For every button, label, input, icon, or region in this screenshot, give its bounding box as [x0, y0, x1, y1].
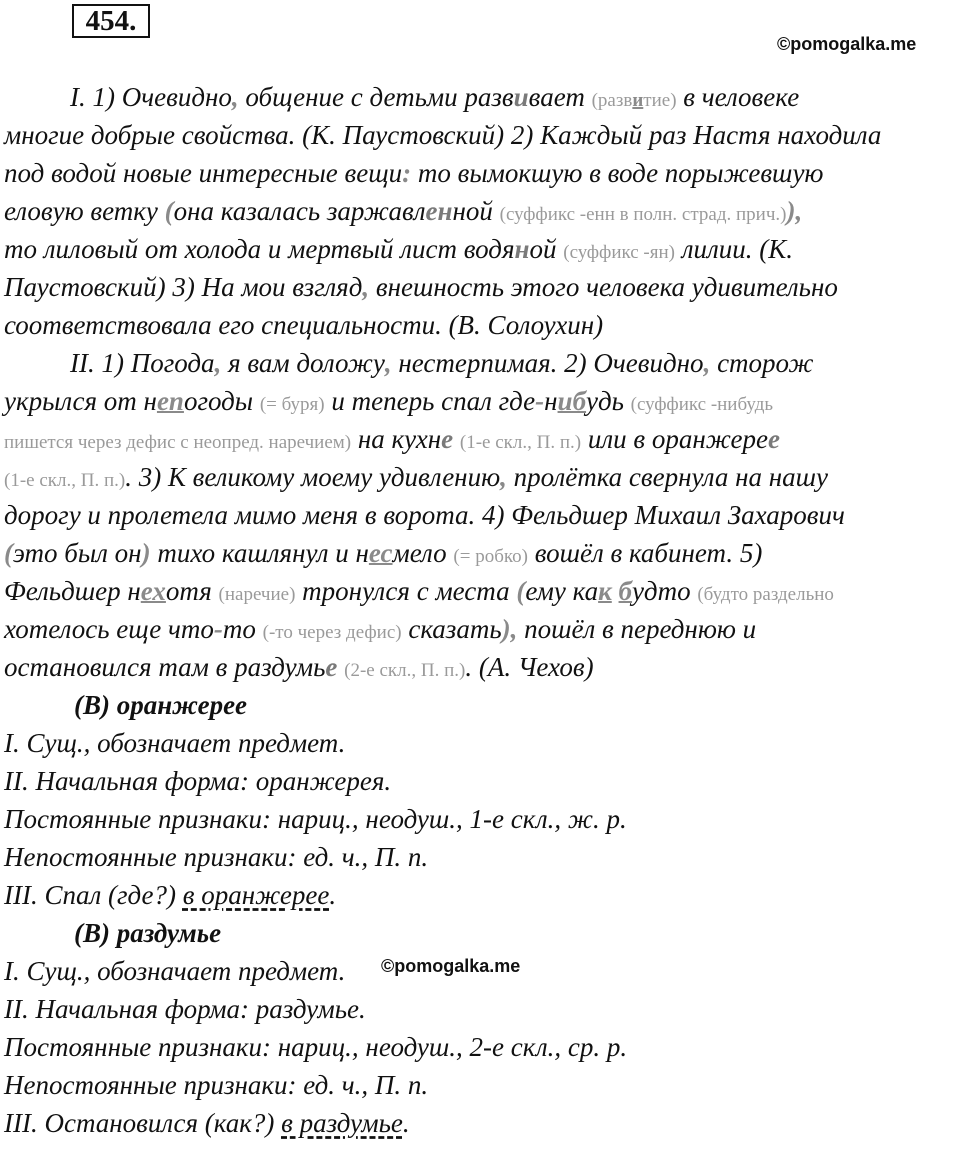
text-line: [74, 687, 247, 724]
text-run: то лиловый от холода и мертвый лист водя: [4, 234, 515, 264]
text-run: Постоянные признаки: нариц., неодуш., 1-е скл., ж. р.: [4, 804, 627, 834]
highlight: е: [767, 424, 780, 454]
highlight: ен: [425, 196, 453, 226]
watermark-middle: ©pomogalka.me: [381, 956, 521, 976]
highlight: (В) раздумье: [74, 918, 222, 948]
text-line: [4, 649, 594, 689]
text-run: сказать: [401, 614, 502, 644]
annotation: (наречие): [218, 584, 296, 605]
text-run: укрылся от н: [4, 386, 157, 416]
text-line: [4, 1029, 627, 1066]
text-line: [4, 953, 345, 990]
text-run: I. Сущ., обозначает предмет.: [4, 728, 346, 758]
text-run: ой: [529, 234, 564, 264]
annotation: (суффикс -ян): [563, 242, 675, 263]
text-run: .: [329, 880, 337, 910]
text-line: [4, 535, 762, 575]
text-run: II. Начальная форма: раздумье.: [4, 994, 366, 1024]
highlight: е: [325, 652, 338, 682]
highlight: -: [535, 386, 545, 416]
text-run: дорогу и пролетела мимо меня в ворота. 4) Фельдшер Михаил Захарович: [4, 500, 845, 530]
highlight: (: [516, 576, 526, 606]
highlight: ,: [214, 348, 222, 378]
text-line: [4, 763, 391, 800]
text-run: тронулся с места: [295, 576, 517, 606]
text-run: удто: [632, 576, 698, 606]
text-run: [612, 576, 619, 606]
text-run: сторож: [710, 348, 814, 378]
annotation: тие): [643, 90, 677, 111]
highlight: ,: [384, 348, 392, 378]
text-line: [4, 231, 793, 271]
text-run: [453, 424, 460, 454]
highlight: ): [141, 538, 151, 568]
highlight: еп: [156, 386, 184, 416]
text-run: ной: [452, 196, 500, 226]
highlight: в раздумье: [281, 1108, 403, 1138]
text-line: [4, 269, 838, 306]
text-run: . (А. Чехов): [465, 652, 594, 682]
highlight: ,: [510, 614, 518, 644]
highlight: ): [501, 614, 511, 644]
text-line: [4, 497, 845, 534]
text-line: [4, 611, 756, 651]
annotation: (2-е скл., П. п.): [344, 660, 466, 681]
annotation: и: [632, 90, 644, 111]
text-line: [4, 1067, 428, 1104]
highlight: иб: [557, 386, 587, 416]
highlight: ес: [368, 538, 393, 568]
text-run: удь: [586, 386, 631, 416]
text-run: н: [544, 386, 558, 416]
text-line: [4, 459, 828, 499]
text-run: I. 1) Очевидно: [70, 82, 232, 112]
text-line: [4, 383, 773, 423]
highlight: ),: [786, 196, 803, 226]
text-run: II. Начальная форма: оранжерея.: [4, 766, 392, 796]
highlight: б: [618, 576, 633, 606]
text-run: то: [222, 614, 263, 644]
text-run: Непостоянные признаки: ед. ч., П. п.: [4, 842, 429, 872]
highlight: ,: [703, 348, 711, 378]
text-line: [4, 725, 345, 762]
text-line: [4, 839, 428, 876]
text-line: [4, 193, 802, 233]
text-run: соответствовала его специальности. (В. Солоухин): [4, 310, 604, 340]
highlight: -: [213, 614, 223, 644]
text-run: я вам доложу: [221, 348, 385, 378]
text-line: [4, 801, 627, 838]
text-run: или в оранжере: [581, 424, 768, 454]
text-run: III. Спал (где?): [4, 880, 183, 910]
text-run: тихо кашлянул и н: [150, 538, 369, 568]
text-line: [4, 1105, 410, 1142]
annotation: (суффикс -енн в полн. страд. прич.): [499, 204, 787, 225]
annotation: (будто раздельно: [697, 584, 834, 605]
text-run: и теперь спал где: [324, 386, 536, 416]
text-run: вошёл в кабинет. 5): [527, 538, 763, 568]
annotation: (суффикс -нибудь: [630, 394, 774, 415]
watermark-top: ©pomogalka.me: [777, 34, 917, 54]
highlight: ,: [231, 82, 239, 112]
highlight: ех: [140, 576, 166, 606]
highlight: ,: [362, 272, 370, 302]
text-run: Паустовский) 3) На мои взгляд: [4, 272, 363, 302]
highlight: (В) оранжерее: [74, 690, 248, 720]
text-line: [4, 877, 336, 914]
highlight: н: [514, 234, 530, 264]
text-line: [4, 155, 823, 192]
annotation: (1-е скл., П. п.): [459, 432, 582, 453]
highlight: ,: [500, 462, 507, 492]
text-line: [4, 307, 603, 344]
highlight: е: [441, 424, 454, 454]
text-run: III. Остановился (как?): [4, 1108, 282, 1138]
highlight: в оранжерее: [182, 880, 330, 910]
annotation: (-то через дефис): [262, 622, 402, 643]
text-run: отя: [165, 576, 219, 606]
text-run: вает: [528, 82, 592, 112]
text-run: это был он: [13, 538, 142, 568]
highlight: к: [598, 576, 612, 606]
text-run: на кухн: [351, 424, 442, 454]
text-run: I. Сущ., обозначает предмет.: [4, 956, 346, 986]
text-run: остановился там в раздумь: [4, 652, 326, 682]
annotation: (= робко): [453, 546, 528, 567]
text-line: [4, 573, 834, 613]
text-line: [74, 915, 221, 952]
text-run: Постоянные признаки: нариц., неодуш., 2-е скл., ср. р.: [4, 1032, 628, 1062]
text-run: то вымокшую в воде порыжевшую: [411, 158, 824, 188]
text-run: ему ка: [525, 576, 599, 606]
annotation: (разв: [591, 90, 633, 111]
text-run: внешность этого человека удивительно: [369, 272, 838, 302]
annotation: (= буря): [259, 394, 325, 415]
text-run: .: [402, 1108, 410, 1138]
text-run: Непостоянные признаки: ед. ч., П. п.: [4, 1070, 429, 1100]
annotation: пишется через дефис с неопред. наречием): [4, 432, 352, 453]
highlight: и: [513, 82, 529, 112]
text-run: еловую ветку: [4, 196, 165, 226]
text-line: [4, 117, 881, 154]
text-run: лилии. (К.: [674, 234, 793, 264]
text-run: под водой новые интересные вещи: [4, 158, 403, 188]
text-run: пошёл в переднюю и: [517, 614, 757, 644]
text-line: [70, 79, 799, 119]
highlight: (: [164, 196, 174, 226]
text-run: пролётка свернула на нашу: [506, 462, 829, 492]
highlight: (: [4, 538, 13, 568]
text-run: мело: [392, 538, 454, 568]
text-run: многие добрые свойства. (К. Паустовский) 2) Каждый раз Настя находила: [4, 120, 882, 150]
highlight: :: [402, 158, 412, 188]
text-run: нестерпимая. 2) Очевидно: [391, 348, 704, 378]
text-run: огоды: [183, 386, 260, 416]
text-run: Фельдшер н: [4, 576, 141, 606]
text-run: общение с детьми разв: [238, 82, 514, 112]
text-line: [4, 991, 366, 1028]
text-run: она казалась заржавл: [173, 196, 426, 226]
exercise-number: 454.: [72, 4, 150, 38]
text-run: в человеке: [676, 82, 800, 112]
text-run: . 3) К великому моему удивлению: [125, 462, 501, 492]
annotation: (1-е скл., П. п.): [4, 470, 126, 491]
text-line: [4, 421, 780, 461]
text-run: II. 1) Погода: [70, 348, 215, 378]
text-run: хотелось еще что: [4, 614, 214, 644]
text-line: [70, 345, 814, 382]
